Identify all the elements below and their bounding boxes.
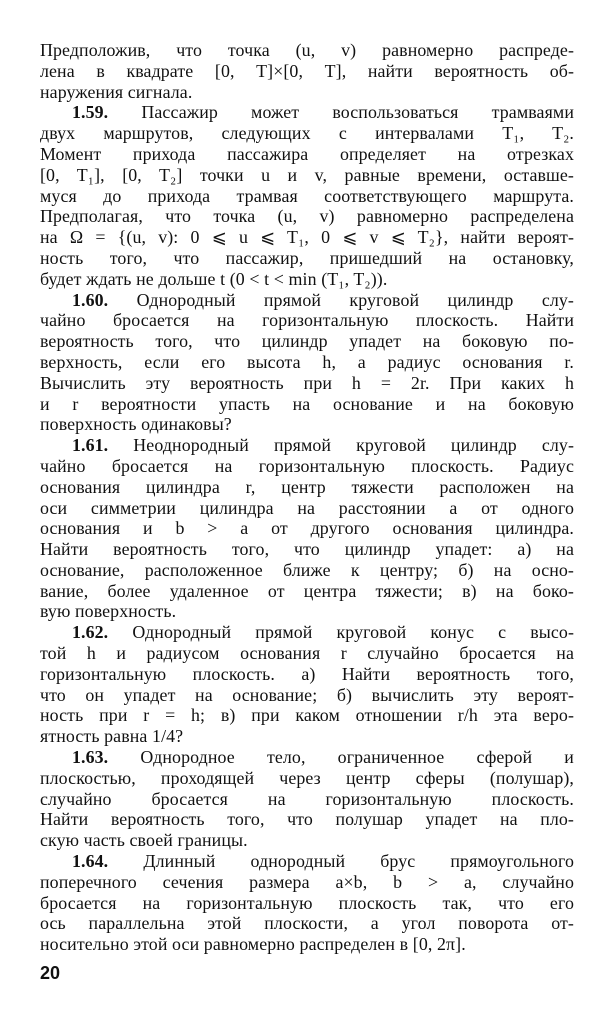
text-line: вание, более удаленное от центра тяжести; в) на боко- — [40, 580, 574, 601]
problem-number: 1.64. — [72, 851, 109, 872]
problem-number: 1.59. — [72, 102, 109, 123]
problem-1-59-first-line — [72, 102, 574, 123]
text-line: плоскостью, проходящей через центр сферы (полушар), — [40, 767, 574, 788]
text-line: ность при r = h; в) при каком отношении r/h эта веро- — [40, 705, 574, 726]
text-line: случайно бросается на горизонтальную плоскость. — [40, 788, 574, 809]
problem-number: 1.62. — [72, 622, 109, 643]
text-line: что он упадет на основание; б) вычислить эту вероят- — [40, 684, 574, 705]
text-line: Момент прихода пассажира определяет на отрезках — [40, 143, 574, 164]
text-line: верхность, если его высота h, а радиус основания r. — [40, 351, 574, 372]
text-line: наружения сигнала. — [40, 81, 193, 102]
problem-number: 1.60. — [72, 289, 109, 310]
text-line: носительно этой оси равномерно распределен в [0, 2π]. — [40, 934, 466, 955]
problem-text: Однородный прямой круговой конус с высо- — [132, 622, 574, 643]
text-line: чайно бросается на горизонтальную плоскость. Найти — [40, 310, 574, 331]
problem-text: Пассажир может воспользоваться трамваями — [141, 102, 574, 123]
text-line: поверхность одинаковы? — [40, 414, 232, 435]
problem-1-60-first-line — [72, 290, 574, 311]
text-line: ось параллельна этой плоскости, а угол поворота от- — [40, 913, 574, 934]
text-line: скую часть своей границы. — [40, 830, 248, 851]
problem-1-62-first-line — [72, 622, 574, 643]
text-line: горизонтальную плоскость. а) Найти вероятность того, — [40, 663, 574, 684]
text-line: Предполагая, что точка (u, v) равномерно распределена — [40, 206, 574, 227]
problem-1-61-first-line — [72, 435, 574, 456]
text-line: муся до прихода трамвая соответствующего маршрута. — [40, 185, 574, 206]
text-line: основания и b > a от другого основания цилиндра. — [40, 518, 574, 539]
text-line: оси симметрии цилиндра на расстоянии a от одного — [40, 497, 574, 518]
text-line: Вычислить эту вероятность при h = 2r. При каких h — [40, 372, 574, 393]
text-line: на Ω = {(u, v): 0 ⩽ u ⩽ T₁, 0 ⩽ v ⩽ T₂}, найти вероят- — [40, 227, 574, 248]
problem-text: Длинный однородный брус прямоугольного — [143, 851, 574, 872]
text-line: поперечного сечения размера a×b, b > a, случайно — [40, 871, 574, 892]
text-line: и r вероятности упасть на основание и на боковую — [40, 393, 574, 414]
text-line: Найти вероятность того, что цилиндр упадет: а) на — [40, 539, 574, 560]
page-number: 20 — [40, 963, 61, 983]
text-line: чайно бросается на горизонтальную плоскость. Радиус — [40, 455, 574, 476]
text-line: вую поверхность. — [40, 601, 177, 622]
text-line: будет ждать не дольше t (0 < t < min (T₁, T₂)). — [40, 268, 388, 289]
text-line: той h и радиусом основания r случайно бросается на — [40, 643, 574, 664]
text-line: лена в квадрате [0, T]×[0, T], найти вероятность об- — [40, 60, 574, 81]
text-line: основания цилиндра r, центр тяжести расположен на — [40, 476, 574, 497]
text-line: ность того, что пассажир, пришедший на остановку, — [40, 247, 574, 268]
problem-number: 1.61. — [72, 435, 109, 456]
text-line: ятность равна 1/4? — [40, 726, 184, 747]
text-line: Найти вероятность того, что полушар упадет на пло- — [40, 809, 574, 830]
text-line: бросается на горизонтальную плоскость так, что его — [40, 892, 574, 913]
text-line: [0, T₁], [0, T₂] точки u и v, равные времени, оставше- — [40, 164, 574, 185]
problem-text: Неоднородный прямой круговой цилиндр слу- — [133, 435, 574, 456]
problem-text: Однородное тело, ограниченное сферой и — [140, 747, 574, 768]
text-line: вероятность того, что цилиндр упадет на боковую по- — [40, 331, 574, 352]
problem-number: 1.63. — [72, 747, 109, 768]
problem-text: Однородный прямой круговой цилиндр слу- — [136, 289, 574, 310]
text-line: основание, расположенное ближе к центру; б) на осно- — [40, 559, 574, 580]
problem-1-64-first-line — [72, 851, 574, 872]
text-line: двух маршрутов, следующих с интервалами T₁, T₂. — [40, 123, 574, 144]
problem-1-63-first-line — [72, 747, 574, 768]
text-line: Предположив, что точка (u, v) равномерно распреде- — [40, 40, 574, 60]
